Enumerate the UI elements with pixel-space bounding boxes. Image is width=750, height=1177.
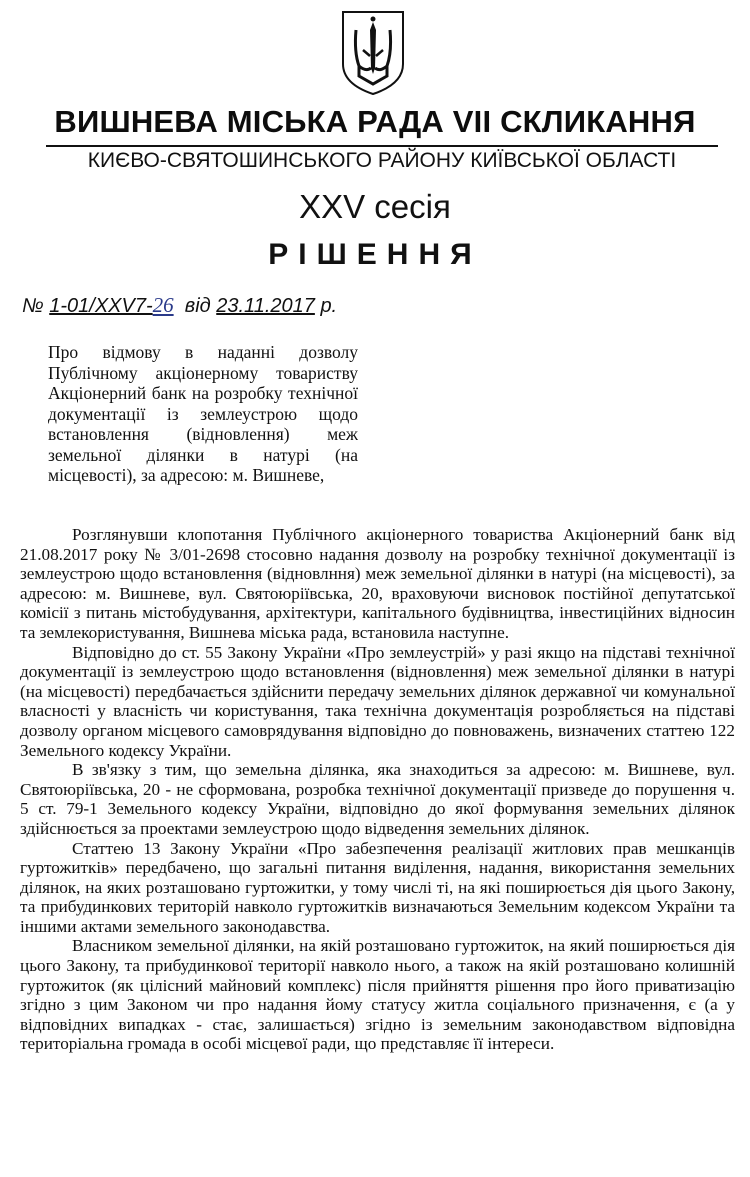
decision-number-line [22, 293, 337, 318]
decision-number: 1-01/XXV7- [49, 295, 153, 317]
handwritten-number: 26 [152, 293, 174, 317]
council-title: ВИШНЕВА МІСЬКА РАДА VII СКЛИКАННЯ [54, 104, 696, 139]
decision-subject: Про відмову в наданні дозволу Публічному акціонерному товариству Акціонерний банк на розробку технічної документації із землеустрою щодо встановлення (відновлення) меж земельної ділянки в натурі (на місцевості), за адресою: м. Вишневе, [48, 342, 358, 485]
number-sign: № [22, 295, 44, 317]
decision-date: 23.11.2017 [216, 295, 315, 317]
body-paragraph: Статтею 13 Закону України «Про забезпечення реалізації житлових прав мешканців гуртожитків» передбачено, що загальні питання виділення, надання, використання земельних ділянок, на яких розташовано гуртожитки, у тому числі ті, на які поширюється дія цього Закону, та прибудинкових територій навколо гуртожитків визначаються Земельним кодексом України та іншими актами земельного законодавства. [20, 838, 735, 936]
body-paragraph: Розглянувши клопотання Публічного акціонерного товариства Акціонерний банк від 21.08.2017 року № 3/01-2698 стосовно надання дозволу на розробку технічної документації із землеустрою щодо встановлення (відновлння) меж земельної ділянки в натурі (на місцевості), за адресою: м. Вишневе, вул. Святоюріївська, 20, враховуючи висновок постійної депутатської комісії з питань містобудування, архітектури, капітального будівництва, інвестиційних відносин та землекористування, Вишнева міська рада, встановила наступне. [20, 525, 735, 642]
document-type-title: РІШЕННЯ [268, 238, 482, 271]
district-subtitle: КИЄВО-СВЯТОШИНСЬКОГО РАЙОНУ КИЇВСЬКОЇ ОБЛАСТІ [46, 145, 718, 174]
document-body [20, 525, 735, 1054]
year-suffix: р. [320, 295, 338, 317]
body-paragraph: Власником земельної ділянки, на якій розташовано гуртожиток, на який поширюється дія цього Закону, та прибудинкової території навколо нього, а також на якій розташовано колишній гуртожиток (як цілісний майновий комплекс) після прийняття рішення про його приватизацію згідно з цим Законом чи про надання йому статусу житла соціального призначення, є (а у відповідних випадках - стає, залишається) згідно із земельним законодавством відповідна територіальна громада в особі місцевої ради, що представляє її інтереси. [20, 936, 735, 1054]
body-paragraph: Відповідно до ст. 55 Закону України «Про землеустрій» у разі якщо на підставі технічної документації із землеустрою щодо встановлення (відновлення) меж земельної ділянки в натурі (на місцевості) передбачається здійснити передачу земельних ділянок державної чи комунальної власності у власність чи користування, така технічна документація розробляється на підставі дозволу органом місцевого самоврядування відповідно до повноважень, визначених статтею 122 Земельного кодексу України. [20, 642, 735, 760]
coat-of-arms-icon [339, 8, 407, 96]
session-title: XXV сесія [299, 188, 451, 225]
body-paragraph: В зв'язку з тим, що земельна ділянка, яка знаходиться за адресою: м. Вишневе, вул. Святоюріївська, 20 - не сформована, розробка технічної документації призведе до порушення ч. 5 ст. 79-1 Земельного кодексу України, відповідно до якої формування земельних ділянок здійснюється за проектами землеустрою щодо відведення земельних ділянок. [20, 760, 735, 838]
date-label: від [184, 295, 211, 317]
